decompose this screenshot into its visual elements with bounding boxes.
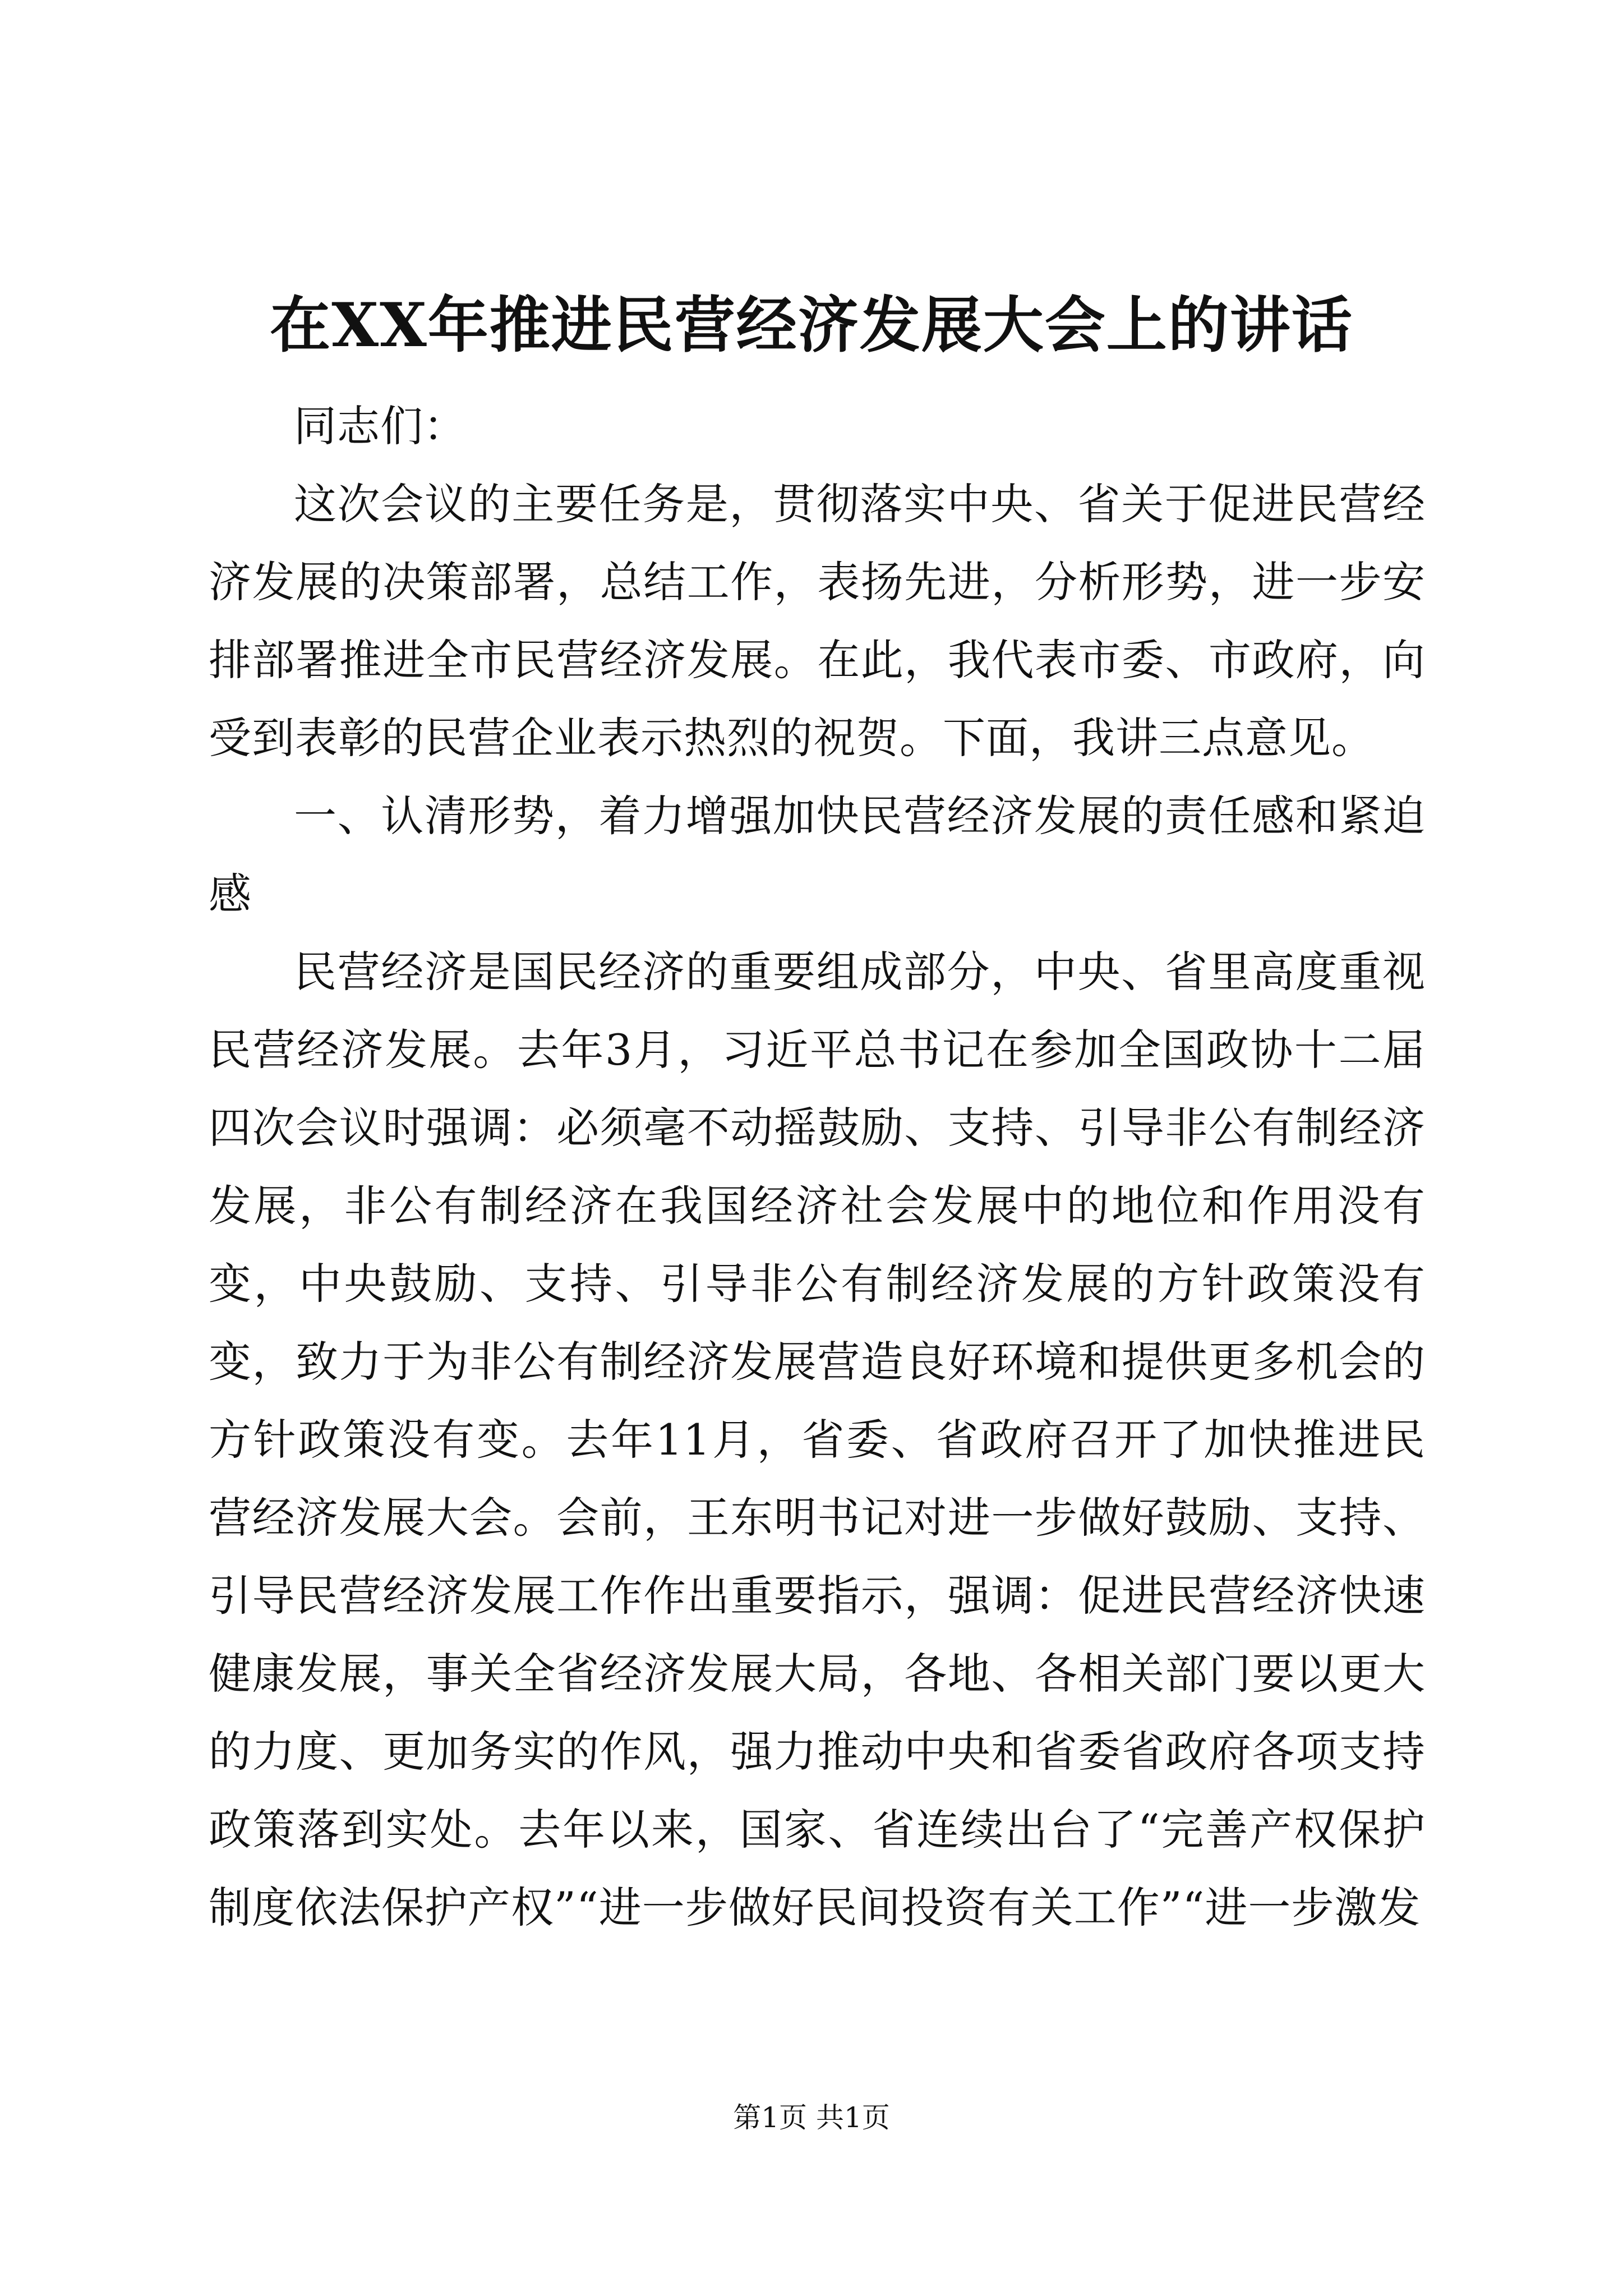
salutation: 同志们： [294,401,467,451]
document-title: 在XX年推进民营经济发展大会上的讲话 [270,290,1353,361]
paragraph-intro: 这次会议的主要任务是，贯彻落实中央、省关于促进民营经济发展的决策部署，总结工作，表扬先进，分析形势，进一步安排部署推进全市民营经济发展。在此，我代表市委、市政府，向受到表彰的民营企业表示热烈的祝贺。下面，我讲三点意见。 [209,479,1426,763]
page-footer: 第1页 共1页 [733,2101,890,2134]
paragraph-section-1: 民营经济是国民经济的重要组成部分，中央、省里高度重视民营经济发展。去年3月，习近平总书记在参加全国政协十二届四次会议时强调：必须毫不动摇鼓励、支持、引导非公有制经济发展，非公有制经济在我国经济社会发展中的地位和作用没有变，中央鼓励、支持、引导非公有制经济发展的方针政策没有变，致力于为非公有制经济发展营造良好环境和提供更多机会的方针政策没有变。去年11月，省委、省政府召开了加快推进民营经济发展大会。会前，王东明书记对进一步做好鼓励、支持、引导民营经济发展工作作出重要指示，强调：促进民营经济快速健康发展，事关全省经济发展大局，各地、各相关部门要以更大的力度、更加务实的作风，强力推动中央和省委省政府各项支持政策落到实处。去年以来，国家、省连续出台了“完善产权保护制度依法保护产权”“进一步做好民间投资有关工作”“进一步激发 [209,947,1426,1932]
section-heading-1: 一、认清形势，着力增强加快民营经济发展的责任感和紧迫感 [209,791,1426,919]
document-body [209,387,1426,1947]
